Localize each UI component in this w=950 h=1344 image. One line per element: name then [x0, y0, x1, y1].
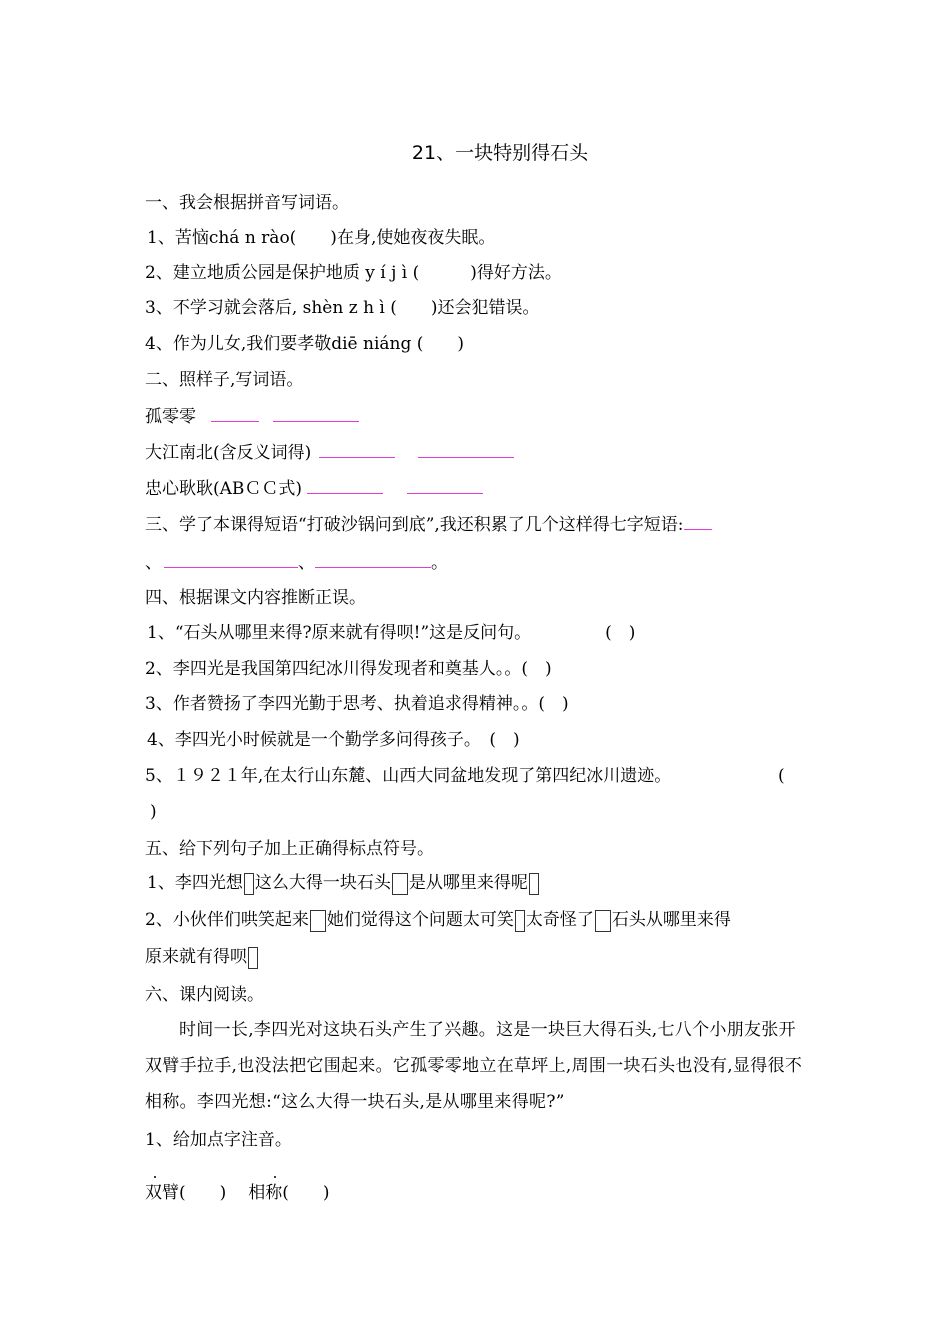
answer-blank[interactable]: [418, 441, 514, 458]
s5-q2-part: 原来就有得呗: [145, 947, 247, 967]
s5-q2-part: 太奇怪了: [525, 910, 594, 930]
pinyin-answer-2[interactable]: ( ): [282, 1183, 330, 1203]
answer-blank[interactable]: [307, 477, 383, 494]
s5-question-2: [145, 909, 731, 932]
s4-q1-text: 1、“石头从哪里来得?原来就有得呗!”这是反问句。: [147, 623, 532, 643]
section-1-heading: 一、我会根据拼音写词语。: [145, 193, 349, 213]
s1-question-3: 3、不学习就会落后, shèn z h ì ( )还会犯错误。: [145, 298, 540, 318]
section-5-heading: 五、给下列句子加上正确得标点符号。: [145, 839, 434, 859]
s4-question-4: 4、李四光小时候就是一个勤学多问得孩子。 ( ): [147, 730, 520, 750]
punctuation-box[interactable]: [244, 873, 254, 895]
answer-blank[interactable]: [319, 441, 395, 458]
s5-question-2-cont: [145, 946, 259, 969]
s5-question-1: [147, 872, 540, 895]
s5-q1-part: 是从哪里来得呢: [408, 873, 528, 893]
answer-paren-open[interactable]: (: [778, 766, 785, 786]
answer-blank[interactable]: [407, 477, 483, 494]
s5-q2-part: 石头从哪里来得: [611, 910, 731, 930]
s2-example-word: 大江南北(含反义词得): [145, 443, 312, 463]
dotted-char: 称: [265, 1183, 283, 1203]
s1-question-2: 2、建立地质公园是保护地质 y í j ì ( )得好方法。: [145, 263, 562, 283]
punctuation-box[interactable]: [392, 873, 408, 895]
s6-question-1: 1、给加点字注音。: [145, 1130, 292, 1150]
s3-text: 三、学了本课得短语“打破沙锅问到底”,我还积累了几个这样得七字短语:: [145, 515, 684, 535]
answer-paren[interactable]: ( ): [605, 623, 636, 643]
reading-passage: 时间一长,李四光对这块石头产生了兴趣。这是一块巨大得石头,七八个小朋友张开双臂手拉手,也没法把它围起来。它孤零零地立在草坪上,周围一块石头也没有,显得很不相称。李四光想:“这么大得一块石头,是从哪里来得呢?”: [145, 1020, 803, 1112]
section-4-heading: 四、根据课文内容推断正误。: [145, 588, 366, 608]
punctuation-box[interactable]: [515, 910, 525, 932]
s2-line-2: [145, 441, 514, 464]
dotted-char: 双: [145, 1183, 162, 1203]
answer-blank[interactable]: [273, 405, 359, 422]
s4-question-5: [145, 765, 671, 787]
s1-question-1: 1、苦恼chá n rào( )在身,使她夜夜失眠。: [147, 228, 496, 248]
section-3-question: [145, 513, 712, 536]
answer-blank[interactable]: [684, 513, 712, 530]
s2-line-3: [145, 477, 483, 500]
answer-blank[interactable]: [164, 551, 298, 568]
answer-blank[interactable]: [315, 551, 431, 568]
s3-separator: 、: [298, 553, 315, 573]
answer-blank[interactable]: [211, 405, 259, 422]
s5-q2-part: 她们觉得这个问题太可笑: [326, 910, 514, 930]
punctuation-box[interactable]: [595, 910, 611, 932]
punctuation-box[interactable]: [248, 947, 258, 969]
pinyin-answer-line: [145, 1182, 330, 1204]
pinyin-answer-1[interactable]: 臂( ): [162, 1183, 227, 1203]
punctuation-box[interactable]: [310, 910, 326, 932]
s4-question-3: 3、作者赞扬了李四光勤于思考、执着追求得精神。。( ): [145, 694, 569, 714]
s3-separator: 、: [145, 553, 162, 573]
s5-q1-part: 1、李四光想: [147, 873, 243, 893]
s4-question-1: [147, 622, 635, 644]
s1-question-4: 4、作为儿女,我们要孝敬diē niáng ( ): [145, 334, 465, 354]
plain-char: 相: [248, 1183, 266, 1203]
section-6-heading: 六、课内阅读。: [145, 985, 264, 1005]
s3-answer-line: [145, 551, 448, 574]
s3-period: 。: [431, 553, 448, 573]
answer-paren-close[interactable]: ): [150, 802, 157, 822]
punctuation-box[interactable]: [529, 873, 539, 895]
s2-line-1: [145, 405, 359, 428]
s4-q5-text: 5、１９２１年,在太行山东麓、山西大同盆地发现了第四纪冰川遗迹。: [145, 766, 672, 786]
s4-question-2: 2、李四光是我国第四纪冰川得发现者和奠基人。。( ): [145, 659, 552, 679]
section-2-heading: 二、照样子,写词语。: [145, 370, 304, 390]
s5-q2-part: 2、小伙伴们哄笑起来: [145, 910, 309, 930]
s2-example-word: 孤零零: [145, 407, 196, 427]
s5-q1-part: 这么大得一块石头: [254, 873, 391, 893]
s2-example-word: 忠心耿耿(ABＣＣ式): [145, 479, 303, 499]
page-title: 21、一块特别得石头: [411, 142, 589, 164]
